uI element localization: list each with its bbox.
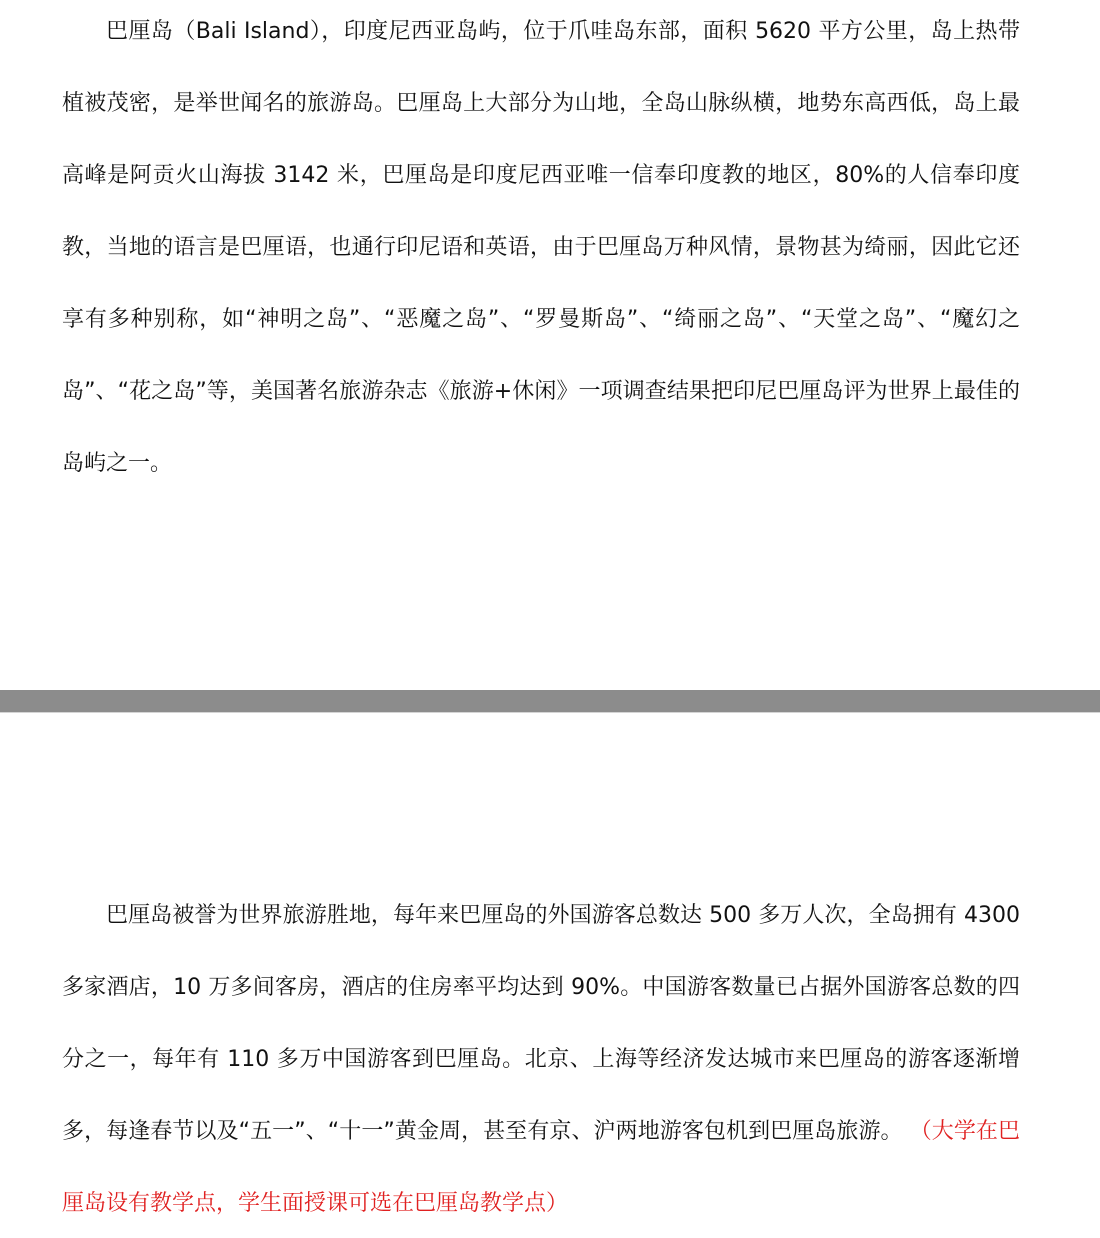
page-separator: [0, 690, 1100, 714]
document-page-2: [0, 714, 1100, 1238]
teaching-site-note: （大学在巴厘岛设有教学点，学生面授课可选在巴厘岛教学点）: [62, 1119, 1020, 1216]
paragraph-bali-intro-text: 巴厘岛（Bali Island），印度尼西亚岛屿，位于爪哇岛东部，面积 5620 平方公里，岛上热带植被茂密，是举世闻名的旅游岛。巴厘岛上大部分为山地，全岛山脉纵横，地势东高西低，岛上最高峰是阿贡火山海拔 3142 米，巴厘岛是印度尼西亚唯一信奉印度教的地区，80%的人信奉印度教，当地的语言是巴厘语，也通行印尼语和英语，由于巴厘岛万种风情，景物甚为绮丽，因此它还享有多种别称，如“神明之岛”、“恶魔之岛”、“罗曼斯岛”、“绮丽之岛”、“天堂之岛”、“魔幻之岛”、“花之岛”等，美国著名旅游杂志《旅游+休闲》一项调查结果把印尼巴厘岛评为世界上最佳的岛屿之一。: [62, 19, 1020, 476]
paragraph-bali-tourism: [62, 880, 1020, 1238]
page-separator-bar: [0, 690, 1100, 713]
paragraph-bali-intro: [62, 0, 1020, 500]
paragraph-bali-tourism-text: 巴厘岛被誉为世界旅游胜地，每年来巴厘岛的外国游客总数达 500 多万人次，全岛拥有 4300 多家酒店，10 万多间客房，酒店的住房率平均达到 90%。中国游客数量已占据外国游客总数的四分之一，每年有 110 多万中国游客到巴厘岛。北京、上海等经济发达城市来巴厘岛的游客逐渐增多，每逢春节以及“五一”、“十一”黄金周，甚至有京、沪两地游客包机到巴厘岛旅游。: [62, 903, 1020, 1144]
